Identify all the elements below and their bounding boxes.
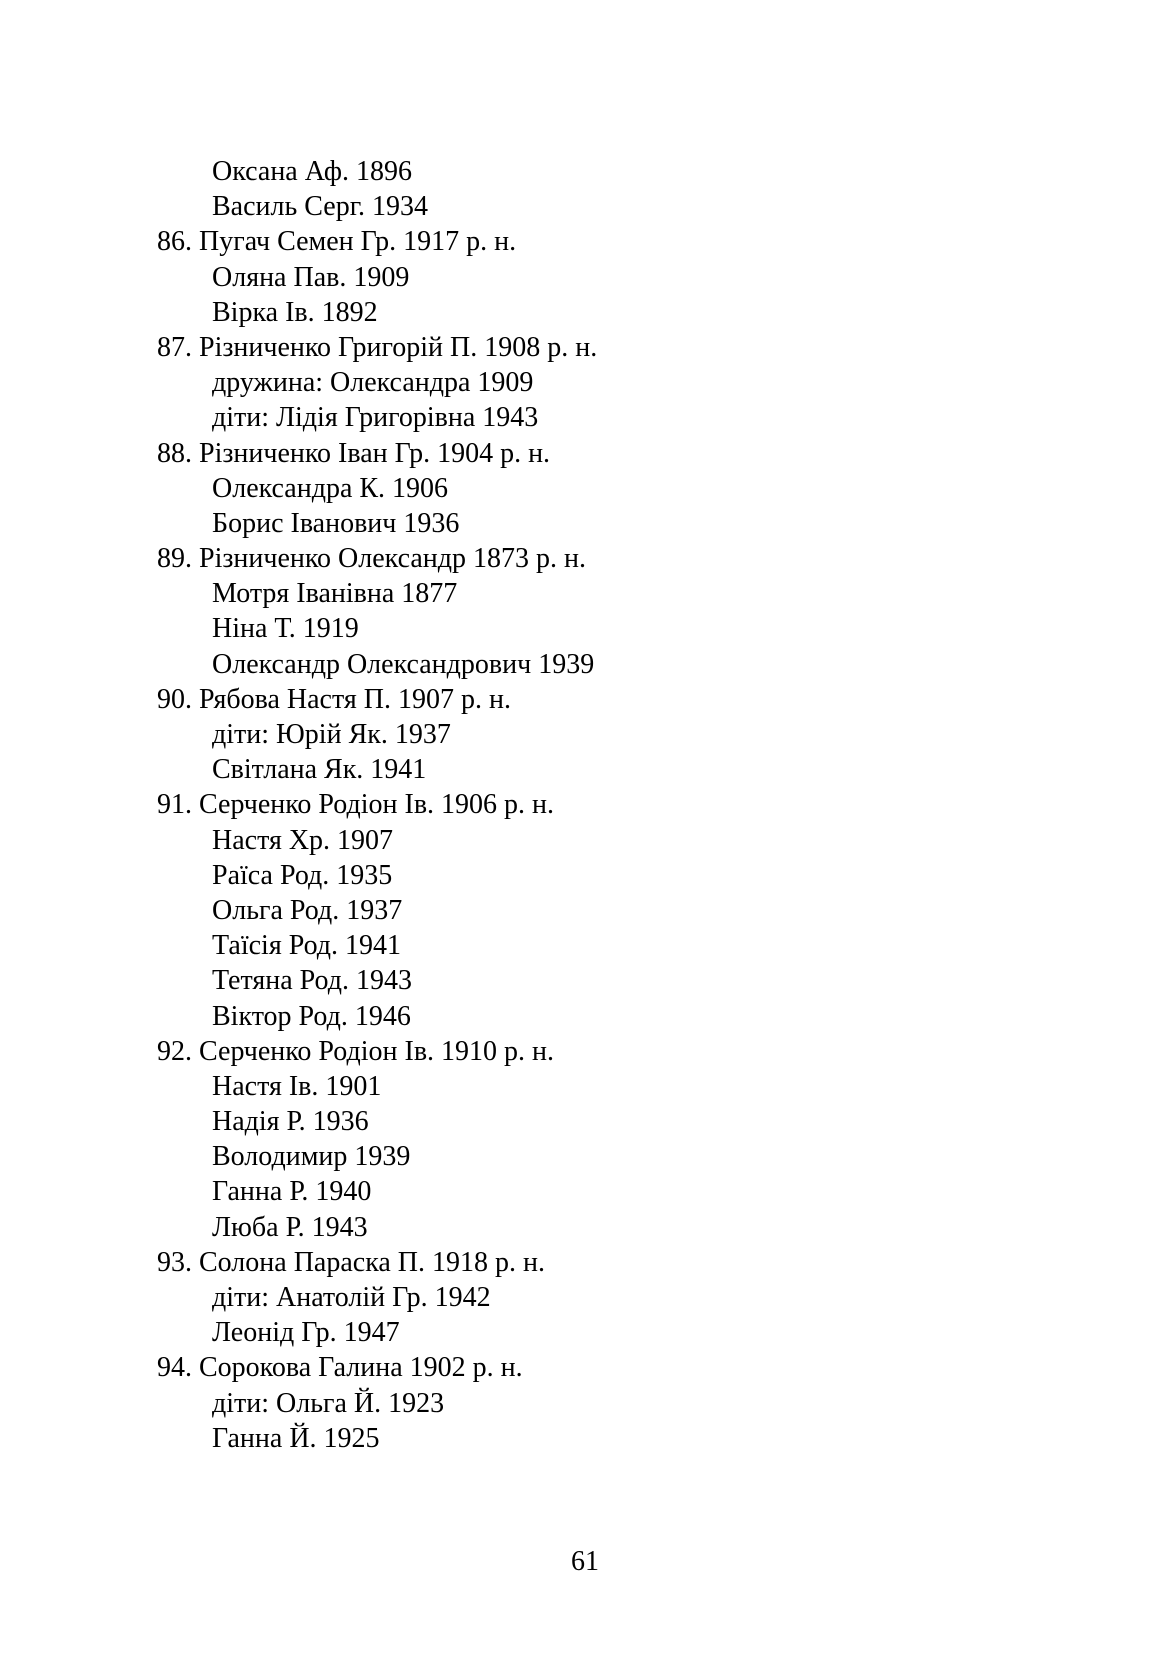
entry-member: Надія Р. 1936 bbox=[212, 1106, 369, 1138]
entry-member: Віктор Род. 1946 bbox=[212, 1000, 411, 1032]
entry-member: дружина: Олександра 1909 bbox=[212, 367, 534, 399]
entry-heading: 90. Рябова Настя П. 1907 р. н. bbox=[157, 683, 511, 715]
entry-heading: 92. Серченко Родіон Ів. 1910 р. н. bbox=[157, 1035, 555, 1067]
entry-member: Оксана Аф. 1896 bbox=[212, 156, 413, 187]
entry-member: Олександра К. 1906 bbox=[212, 472, 449, 504]
entry-member: Леонід Гр. 1947 bbox=[212, 1317, 400, 1349]
entry-member: діти: Юрій Як. 1937 bbox=[212, 719, 451, 750]
page-number: 61 bbox=[571, 1546, 599, 1577]
entry-member: Настя Хр. 1907 bbox=[212, 824, 394, 856]
entry-member: Ольга Род. 1937 bbox=[212, 894, 403, 926]
entry-heading: 94. Сорокова Галина 1902 р. н. bbox=[157, 1352, 523, 1384]
entry-member: Борис Іванович 1936 bbox=[212, 507, 460, 539]
entry-member: діти: Анатолій Гр. 1942 bbox=[212, 1282, 491, 1313]
entry-heading: 88. Різниченко Іван Гр. 1904 р. н. bbox=[157, 437, 551, 469]
entry-member: Олександр Олександрович 1939 bbox=[212, 648, 595, 680]
entry-member: Світлана Як. 1941 bbox=[212, 754, 427, 786]
entry-heading: 91. Серченко Родіон Ів. 1906 р. н. bbox=[157, 789, 555, 821]
entry-member: діти: Ольга Й. 1923 bbox=[212, 1387, 445, 1419]
entry-heading: 89. Різниченко Олександр 1873 р. н. bbox=[157, 543, 586, 575]
entry-member: Мотря Іванівна 1877 bbox=[212, 578, 458, 610]
entry-member: Настя Ів. 1901 bbox=[212, 1070, 382, 1102]
entry-member: діти: Лідія Григорівна 1943 bbox=[212, 402, 539, 434]
entry-member: Ганна Р. 1940 bbox=[212, 1176, 372, 1208]
entry-heading: 87. Різниченко Григорій П. 1908 р. н. bbox=[157, 331, 598, 363]
entry-heading: 93. Солона Параска П. 1918 р. н. bbox=[157, 1246, 546, 1278]
entry-member: Володимир 1939 bbox=[212, 1141, 411, 1173]
entry-member: Тетяна Род. 1943 bbox=[212, 965, 412, 997]
entry-member: Раїса Род. 1935 bbox=[212, 859, 393, 891]
entry-member: Ніна Т. 1919 bbox=[212, 613, 359, 645]
entry-list bbox=[157, 154, 1057, 1456]
entry-member: Ганна Й. 1925 bbox=[212, 1422, 380, 1454]
entry-member: Люба Р. 1943 bbox=[212, 1211, 368, 1243]
entry-member: Оляна Пав. 1909 bbox=[212, 261, 410, 293]
entry-member: Василь Серг. 1934 bbox=[212, 191, 429, 223]
entry-member: Таїсія Род. 1941 bbox=[212, 930, 402, 962]
entry-member: Вірка Ів. 1892 bbox=[212, 296, 378, 328]
entry-heading: 86. Пугач Семен Гр. 1917 р. н. bbox=[157, 226, 517, 258]
